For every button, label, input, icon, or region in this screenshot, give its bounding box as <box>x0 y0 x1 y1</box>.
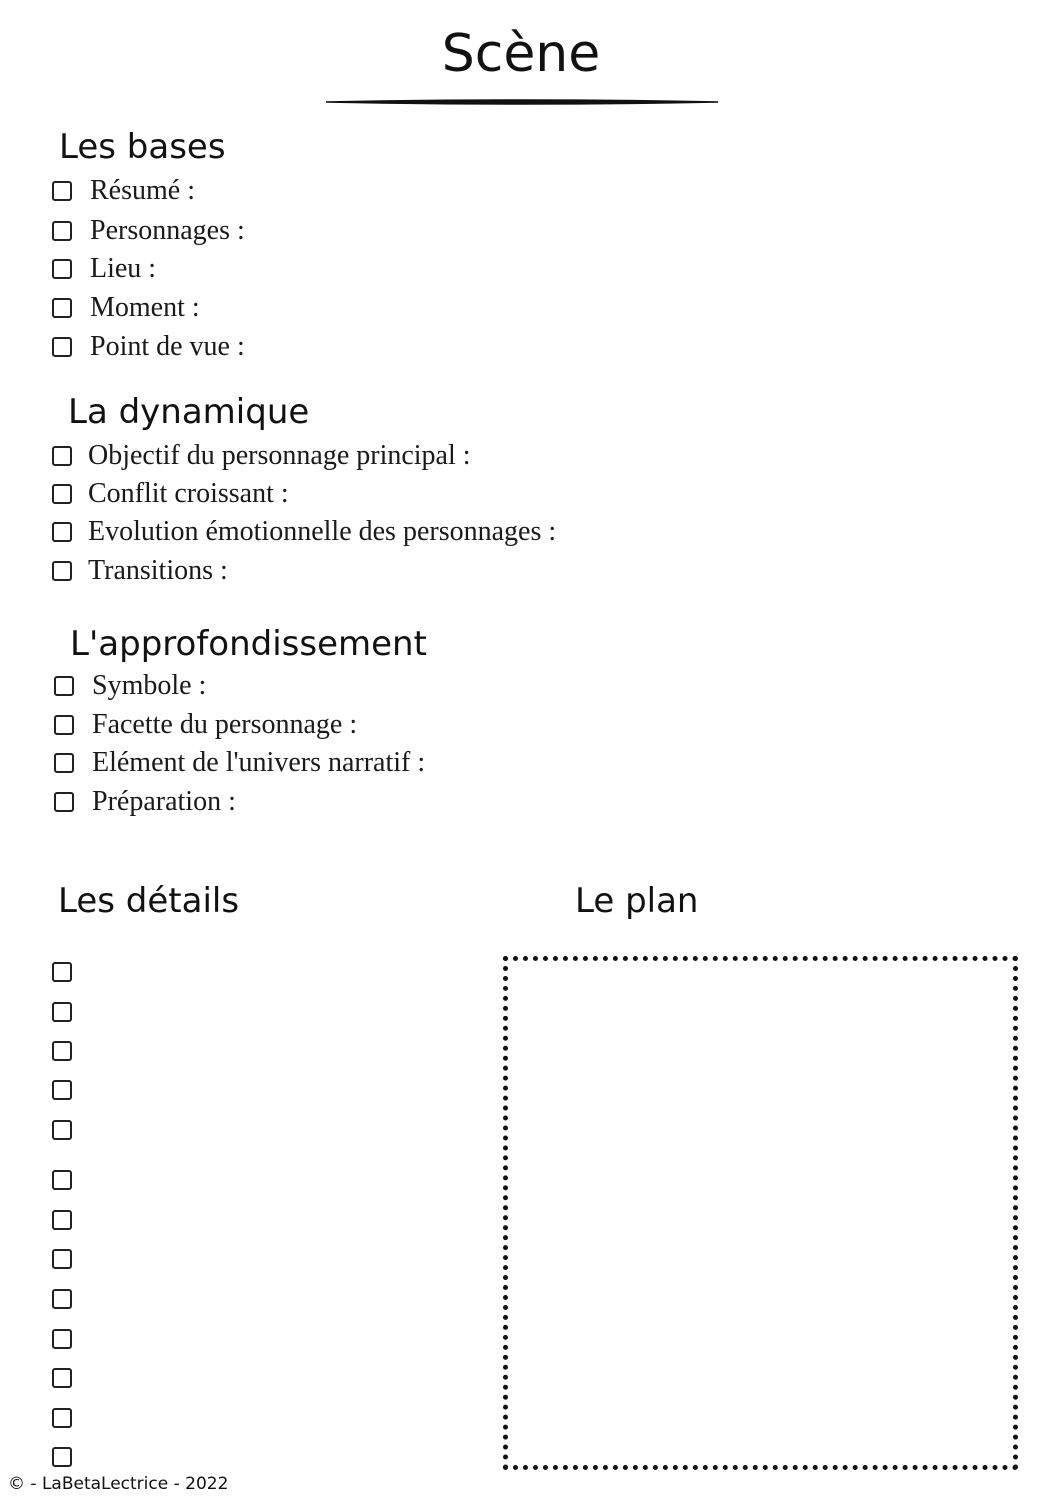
checkbox[interactable] <box>54 753 74 773</box>
details-checklist-row <box>52 1205 72 1235</box>
checklist-item-label: Elément de l'univers narratif : <box>92 747 426 778</box>
details-checklist-row <box>52 1403 72 1433</box>
checklist-item-label: Symbole : <box>92 670 207 701</box>
details-checklist-row <box>52 1324 72 1354</box>
checkbox[interactable] <box>52 446 72 466</box>
checklist-item-conflit <box>52 479 289 509</box>
checkbox[interactable] <box>52 337 72 357</box>
section-heading-bases: Les bases <box>59 127 226 167</box>
checkbox[interactable] <box>52 1170 72 1190</box>
details-checklist-row <box>52 997 72 1027</box>
section-heading-plan: Le plan <box>575 881 699 921</box>
checkbox[interactable] <box>52 1210 72 1230</box>
checkbox[interactable] <box>52 181 72 201</box>
checkbox[interactable] <box>52 1041 72 1061</box>
checklist-item-label: Conflit croissant : <box>88 478 289 509</box>
checklist-item-label: Moment : <box>90 292 200 323</box>
section-heading-details: Les détails <box>58 881 240 921</box>
section-heading-approfondissement: L'approfondissement <box>70 624 427 664</box>
checkbox[interactable] <box>52 484 72 504</box>
checkbox[interactable] <box>52 259 72 279</box>
checkbox[interactable] <box>52 221 72 241</box>
checkbox[interactable] <box>52 1120 72 1140</box>
details-checklist-row <box>52 1284 72 1314</box>
checkbox[interactable] <box>52 1408 72 1428</box>
checkbox[interactable] <box>52 1080 72 1100</box>
checklist-item-element-univers <box>54 748 425 778</box>
plan-drawing-area[interactable] <box>503 956 1018 1470</box>
checkbox[interactable] <box>52 522 72 542</box>
checklist-item-resume <box>52 176 195 206</box>
checklist-item-label: Lieu : <box>90 253 157 284</box>
checkbox[interactable] <box>52 1249 72 1269</box>
checklist-item-objectif <box>52 441 471 471</box>
checkbox[interactable] <box>52 1329 72 1349</box>
checklist-item-label: Facette du personnage : <box>92 709 358 740</box>
checklist-item-lieu <box>52 254 156 284</box>
checkbox[interactable] <box>52 298 72 318</box>
checklist-item-label: Résumé : <box>90 175 195 206</box>
details-checklist-row <box>52 1363 72 1393</box>
checkbox[interactable] <box>52 561 72 581</box>
checklist-item-transitions <box>52 556 228 586</box>
checklist-item-personnages <box>52 216 245 246</box>
checklist-item-symbole <box>54 671 206 701</box>
details-checklist-row <box>52 1244 72 1274</box>
checkbox[interactable] <box>52 1002 72 1022</box>
checklist-item-label: Point de vue : <box>90 331 245 362</box>
checkbox[interactable] <box>52 962 72 982</box>
checkbox[interactable] <box>52 1368 72 1388</box>
checkbox[interactable] <box>52 1447 72 1467</box>
details-checklist-row <box>52 1165 72 1195</box>
details-checklist-row <box>52 1036 72 1066</box>
checklist-item-label: Transitions : <box>88 555 228 586</box>
checklist-item-moment <box>52 293 200 323</box>
checklist-item-preparation <box>54 787 236 817</box>
checklist-item-label: Evolution émotionnelle des personnages : <box>88 516 557 547</box>
section-heading-dynamique: La dynamique <box>68 392 310 432</box>
page-title: Scène <box>441 24 601 84</box>
details-checklist-row <box>52 1115 72 1145</box>
checkbox[interactable] <box>54 715 74 735</box>
checklist-item-evolution <box>52 517 556 547</box>
checklist-item-label: Préparation : <box>92 786 236 817</box>
checkbox[interactable] <box>54 792 74 812</box>
copyright-footer: © - LaBetaLectrice - 2022 <box>8 1474 229 1494</box>
details-checklist-row <box>52 1075 72 1105</box>
checklist-item-label: Personnages : <box>90 215 245 246</box>
checklist-item-facette <box>54 710 357 740</box>
title-underline <box>324 96 720 108</box>
details-checklist-row <box>52 1442 72 1472</box>
checkbox[interactable] <box>52 1289 72 1309</box>
checklist-item-point-de-vue <box>52 332 245 362</box>
checklist-item-label: Objectif du personnage principal : <box>88 440 471 471</box>
checkbox[interactable] <box>54 676 74 696</box>
details-checklist-row <box>52 957 72 987</box>
